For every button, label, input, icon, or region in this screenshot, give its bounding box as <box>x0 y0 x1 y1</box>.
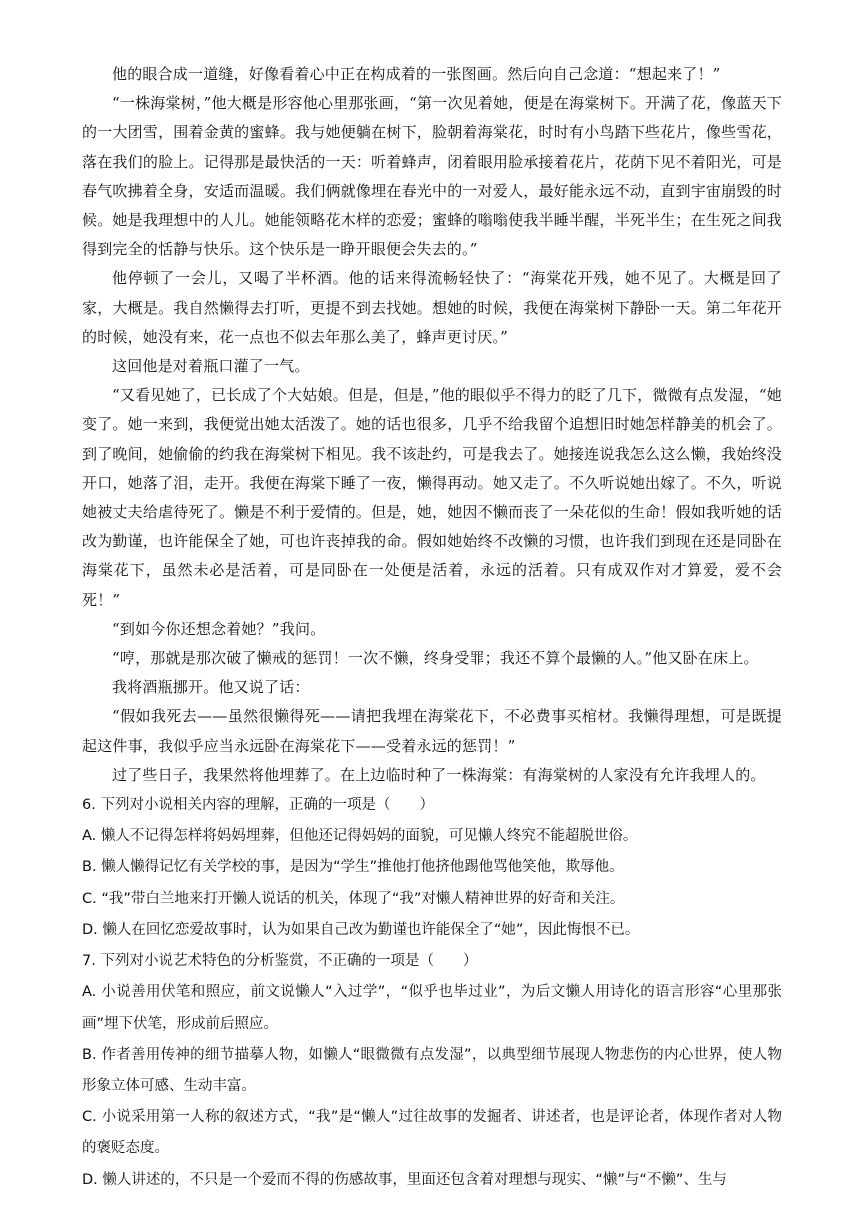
story-paragraph: 他停顿了一会儿，又喝了半杯酒。他的话来得流畅轻快了：“海棠花开残，她不见了。大概是回了家，大概是。我自然懒得去打听，更提不到去找她。想她的时候，我便在海棠树下静卧一天。第二年花开的时候，她没有来，花一点也不似去年那么美了，蜂声更讨厌。” <box>82 269 782 346</box>
questions-section <box>82 790 782 1196</box>
question-6-option-b: B. 懒人懒得记忆有关学校的事，是因为“学生”推他打他挤他踢他骂他笑他，欺辱他。 <box>82 859 624 876</box>
question-7-option-d: D. 懒人讲述的，不只是一个爱而不得的伤感故事，里面还包含着对理想与现实、“懒”与“不懒”、生与 <box>82 1171 727 1188</box>
question-6-stem: 6. 下列对小说相关内容的理解，正确的一项是（ ） <box>82 797 434 814</box>
story-paragraph: “假如我死去——虽然很懒得死——请把我埋在海棠花下，不必费事买棺材。我懒得理想，可是既提起这件事，我似乎应当永远卧在海棠花下——受着永远的惩罚！” <box>82 707 782 755</box>
story-paragraph: 我将酒瓶挪开。他又说了话： <box>112 678 310 697</box>
question-7-option-a: A. 小说善用伏笔和照应，前文说懒人“入过学”，“似乎也毕过业”，为后文懒人用诗化的语言形容“心里那张画”埋下伏笔，形成前后照应。 <box>82 984 782 1032</box>
story-paragraph: 他的眼合成一道缝，好像看着心中正在构成着的一张图画。然后向自己念道：“想起来了！” <box>112 65 721 83</box>
story-text <box>82 60 782 790</box>
question-6-option-a: A. 懒人不记得怎样将妈妈埋葬，但他还记得妈妈的面貌，可见懒人终究不能超脱世俗。 <box>82 828 638 845</box>
story-paragraph: 过了些日子，我果然将他埋葬了。在上边临时种了一株海棠：有海棠树的人家没有允许我埋人的。 <box>112 765 766 784</box>
question-7-option-b: B. 作者善用传神的细节描摹人物，如懒人“眼微微有点发湿”，以典型细节展现人物悲伤的内心世界，使人物形象立体可感、生动丰富。 <box>82 1046 782 1094</box>
question-6-option-c: C. “我”带白兰地来打开懒人说话的机关，体现了“我”对懒人精神世界的好奇和关注。 <box>82 890 625 907</box>
story-paragraph: “哼，那就是那次破了懒戒的惩罚！一次不懒，终身受罪；我还不算个最懒的人。”他又卧在床上。 <box>112 649 759 668</box>
question-6-option-d: D. 懒人在回忆恋爱故事时，认为如果自己改为勤谨也许能保全了“她”，因此悔恨不已。 <box>82 921 640 938</box>
document-page <box>82 60 782 1196</box>
question-7-option-c: C. 小说采用第一人称的叙述方式，“我”是“懒人”过往故事的发掘者、讲述者，也是评论者，体现作者对人物的褒贬态度。 <box>82 1109 782 1157</box>
story-paragraph: “一株海棠树，”他大概是形容他心里那张画，“第一次见着她，便是在海棠树下。开满了花，像蓝天下的一大团雪，围着金黄的蜜蜂。我与她便躺在树下，脸朝着海棠花，时时有小鸟踏下些花片，像些雪花，落在我们的脸上。记得那是最快活的一天：听着蜂声，闭着眼用脸承接着花片，花荫下见不着阳光，可是春气吹拂着全身，安适而温暖。我们俩就像埋在春光中的一对爱人，最好能永远不动，直到宇宙崩毁的时候。她是我理想中的人儿。她能领略花木样的恋爱；蜜蜂的嗡嗡使我半睡半醒，半死半生；在生死之间我得到完全的恬静与快乐。这个快乐是一睁开眼便会失去的。” <box>82 94 782 259</box>
story-paragraph: “到如今你还想念着她？”我问。 <box>112 619 326 638</box>
story-paragraph: 这回他是对着瓶口灌了一气。 <box>112 357 310 376</box>
story-paragraph: “又看见她了，已长成了个大姑娘。但是，但是，”他的眼似乎不得力的眨了几下，微微有点发湿，“她变了。她一来到，我便觉出她太活泼了。她的话也很多，几乎不给我留个追想旧时她怎样静美的机会了。到了晚间，她偷偷的约我在海棠树下相见。我不该赴约，可是我去了。她接连说我怎么这么懒，我始终没开口，她落了泪，走开。我便在海棠下睡了一夜，懒得再动。她又走了。不久听说她出嫁了。不久，听说她被丈夫给虐待死了。懒是不利于爱情的。但是，她，她因不懒而丧了一朵花似的生命！假如我听她的话改为勤谨，也许能保全了她，可也许丧掉我的命。假如她始终不改懒的习惯，也许我们到现在还是同卧在海棠花下，虽然未必是活着，可是同卧在一处便是活着，永远的活着。只有成双作对才算爱，爱不会死！” <box>82 386 782 609</box>
question-7-stem: 7. 下列对小说艺术特色的分析鉴赏，不正确的一项是（ ） <box>82 953 478 970</box>
